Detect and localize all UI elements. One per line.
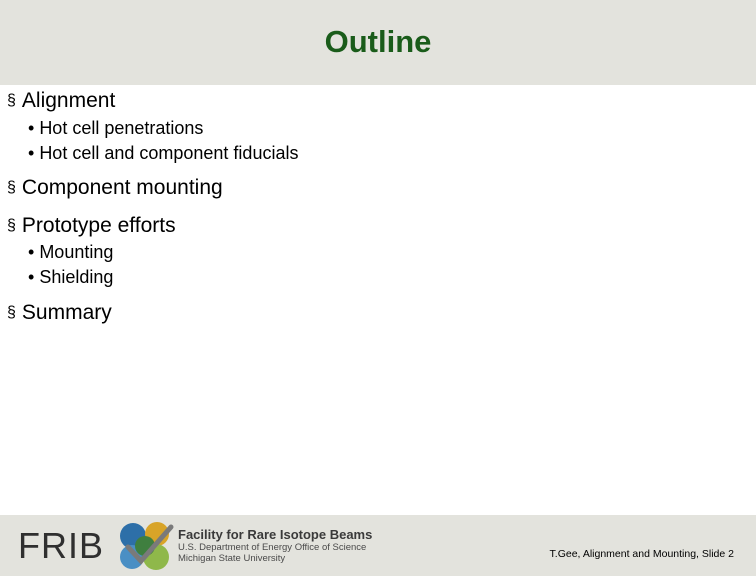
section-marker-icon: § xyxy=(7,217,16,234)
bullet-component-mounting xyxy=(7,176,223,200)
slide-body xyxy=(0,85,756,515)
sub-bullet-hot-cell-penetrations xyxy=(28,118,203,139)
bullet-text: Alignment xyxy=(21,89,116,112)
department-line: U.S. Department of Energy Office of Science xyxy=(178,542,367,553)
bullet-dot-icon: • xyxy=(28,242,35,262)
sub-bullet-text: Shielding xyxy=(39,267,114,287)
sub-bullet-text: Hot cell penetrations xyxy=(39,118,204,138)
section-marker-icon: § xyxy=(7,304,16,321)
bullet-summary xyxy=(7,301,112,325)
section-marker-icon: § xyxy=(7,92,16,109)
sub-bullet-mounting xyxy=(28,242,113,263)
facility-name: Facility for Rare Isotope Beams xyxy=(178,527,373,542)
slide-reference: T.Gee, Alignment and Mounting, Slide 2 xyxy=(549,548,734,560)
title-band xyxy=(0,0,756,85)
sub-bullet-shielding xyxy=(28,267,113,288)
sub-bullet-fiducials xyxy=(28,143,298,164)
sub-bullet-text: Mounting xyxy=(39,242,114,262)
footer-band xyxy=(0,515,756,576)
isotope-logo-icon xyxy=(116,518,176,574)
university-line: Michigan State University xyxy=(178,553,286,564)
bullet-text: Prototype efforts xyxy=(21,214,176,237)
bullet-dot-icon: • xyxy=(28,143,35,163)
section-marker-icon: § xyxy=(7,179,16,196)
bullet-dot-icon: • xyxy=(28,118,35,138)
sub-bullet-text: Hot cell and component fiducials xyxy=(39,143,299,163)
bullet-prototype-efforts xyxy=(7,214,176,238)
bullet-alignment xyxy=(7,89,115,113)
bullet-text: Summary xyxy=(21,301,112,324)
bullet-dot-icon: • xyxy=(28,267,35,287)
bullet-text: Component mounting xyxy=(21,176,223,199)
frib-wordmark: FRIB xyxy=(18,525,105,566)
slide-title: Outline xyxy=(324,24,432,59)
